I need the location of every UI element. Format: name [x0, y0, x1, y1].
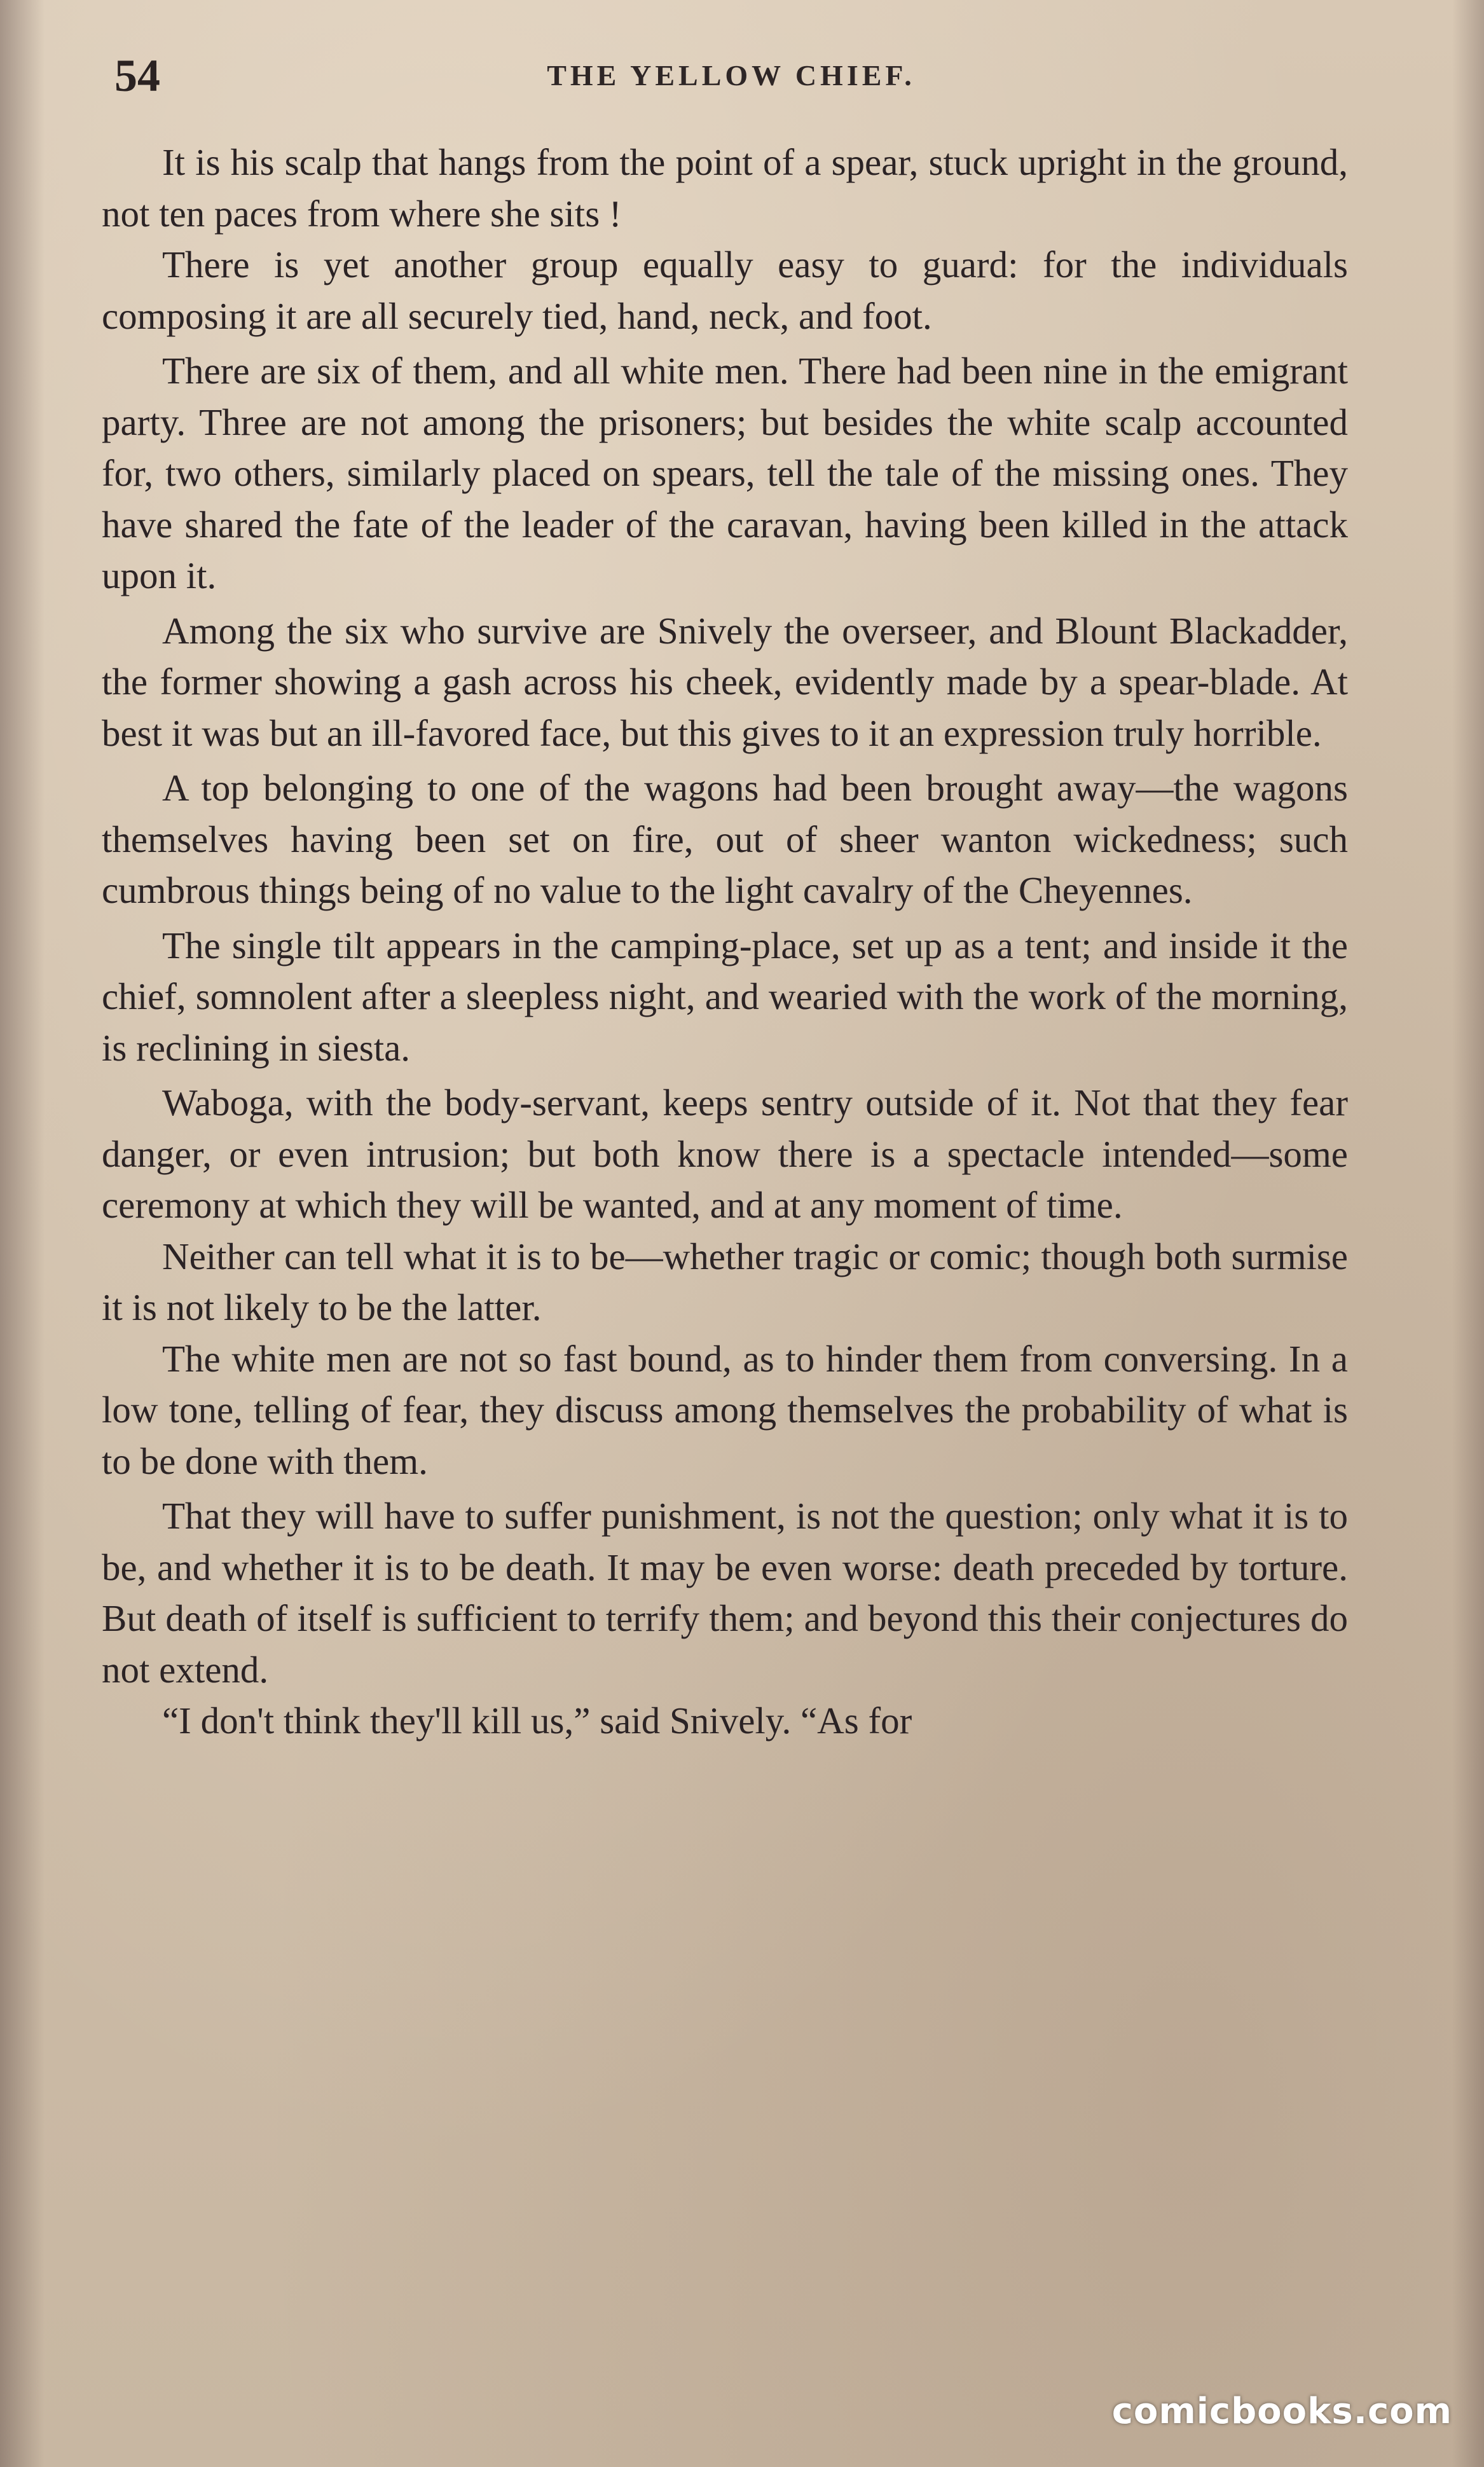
paragraph: The white men are not so fast bound, as to hinder them from conversing. In a low tone, telling of fear, they discuss among themselves the probability of what is to be done with them.	[102, 1337, 1348, 1482]
paragraph: There are six of them, and all white men. There had been nine in the emigrant party. Three are not among the prisoners; but besides the white scalp accounted for, two others, similarly placed on spears, tell the tale of the missing ones. They have shared the fate of the leader of the caravan, having been killed in the attack upon it.	[102, 350, 1348, 596]
paragraph: There is yet another group equally easy to guard: for the individuals composing it are all securely tied, hand, neck, and foot.	[102, 244, 1348, 337]
paragraph: It is his scalp that hangs from the point of a spear, stuck upright in the ground, not ten paces from where she sits !	[102, 141, 1348, 235]
page-edge-shadow-right	[1452, 0, 1484, 2467]
page-number: 54	[114, 50, 160, 101]
running-title: THE YELLOW CHIEF.	[547, 59, 916, 92]
body-text	[102, 137, 1348, 1747]
paragraph: The single tilt appears in the camping-place, set up as a tent; and inside it the chief, somnolent after a sleepless night, and wearied with the work of the morning, is reclining in siesta.	[102, 924, 1348, 1069]
page-edge-shadow-left	[0, 0, 45, 2467]
paragraph: That they will have to suffer punishment, is not the question; only what it is to be, and whether it is to be death. It may be even worse: death preceded by torture. But death of itself is sufficient to terrify them; and beyond this their conjectures do not extend.	[102, 1495, 1348, 1691]
paragraph: Neither can tell what it is to be—whether tragic or comic; though both surmise it is not likely to be the latter.	[102, 1235, 1348, 1328]
paragraph: “I don't think they'll kill us,” said Snively. “As for	[162, 1700, 912, 1742]
page-header	[114, 50, 1348, 107]
watermark-logo: comicbooks.com	[1111, 2391, 1452, 2432]
paragraph: Among the six who survive are Snively the overseer, and Blount Blackadder, the former showing a gash across his cheek, evidently made by a spear-blade. At best it was but an ill-favored face, but this gives to it an expression truly horrible.	[102, 609, 1348, 754]
paragraph: Waboga, with the body-servant, keeps sentry outside of it. Not that they fear danger, or even intrusion; but both know there is a spectacle intended—some ceremony at which they will be wanted, and at any moment of time.	[102, 1082, 1348, 1226]
paragraph: A top belonging to one of the wagons had been brought away—the wagons themselves having been set on fire, out of sheer wanton wickedness; such cumbrous things being of no value to the light cavalry of the Cheyennes.	[102, 767, 1348, 911]
